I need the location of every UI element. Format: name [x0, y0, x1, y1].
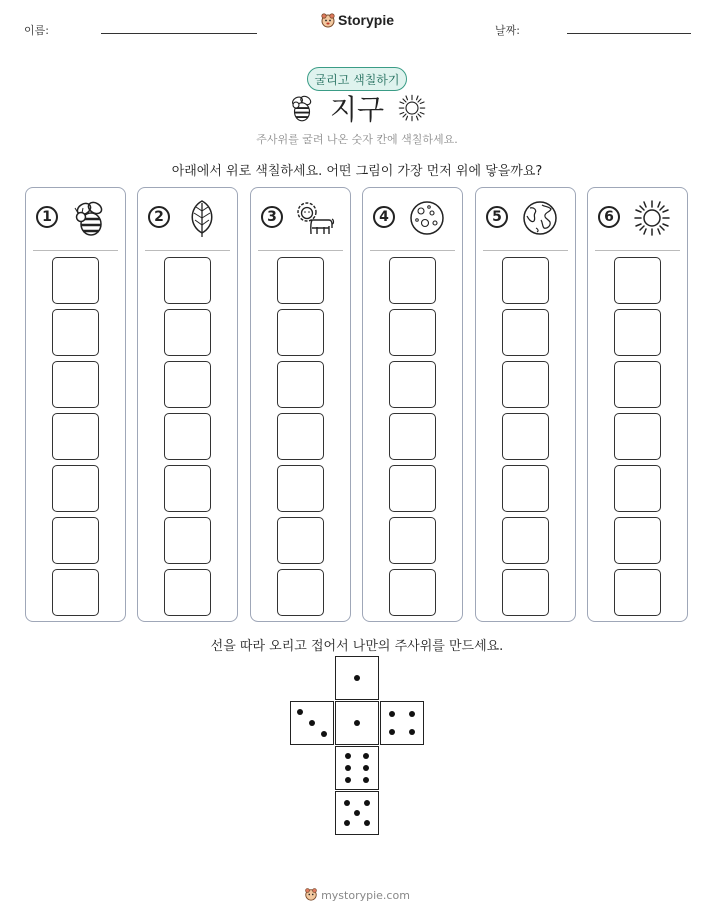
dice-pip [345, 765, 351, 771]
dice-pip [389, 729, 395, 735]
color-box[interactable] [52, 569, 99, 616]
name-line [101, 33, 257, 34]
color-box[interactable] [389, 569, 436, 616]
color-box[interactable] [614, 309, 661, 356]
dice-face [380, 701, 424, 745]
color-box[interactable] [164, 309, 211, 356]
column-number: 1 [36, 206, 58, 228]
brand-name: Storypie [337, 12, 394, 28]
color-box[interactable] [52, 517, 99, 564]
dice-instruction: 선을 따라 오리고 접어서 나만의 주사위를 만드세요. [210, 639, 504, 654]
dice-face [335, 746, 379, 790]
dice-pip [409, 711, 415, 717]
race-column-4 [362, 187, 463, 622]
date-line [567, 33, 691, 34]
column-header [26, 188, 125, 250]
column-number: 2 [148, 206, 170, 228]
race-column-6 [587, 187, 688, 622]
color-box[interactable] [502, 361, 549, 408]
color-box[interactable] [277, 413, 324, 460]
dice-pip [364, 820, 370, 826]
color-box[interactable] [277, 361, 324, 408]
footer [0, 887, 714, 902]
column-divider [370, 250, 455, 251]
color-box[interactable] [389, 309, 436, 356]
color-box[interactable] [614, 517, 661, 564]
race-column-2 [137, 187, 238, 622]
color-box[interactable] [277, 569, 324, 616]
column-number: 4 [373, 206, 395, 228]
column-number: 5 [486, 206, 508, 228]
color-box[interactable] [164, 361, 211, 408]
color-box[interactable] [614, 413, 661, 460]
color-box[interactable] [52, 257, 99, 304]
dice-pip [354, 810, 360, 816]
page-title: 지구 [329, 93, 385, 126]
subtitle: 주사위를 굴려 나온 숫자 칸에 색칠하세요. [256, 133, 458, 146]
column-header [588, 188, 687, 250]
dice-face [335, 701, 379, 745]
date-label: 날짜: [495, 24, 520, 37]
column-divider [145, 250, 230, 251]
bee-icon [70, 198, 110, 238]
column-divider [483, 250, 568, 251]
moon-icon [407, 198, 447, 238]
dice-pip [363, 777, 369, 783]
race-column-1 [25, 187, 126, 622]
color-box[interactable] [502, 413, 549, 460]
color-box[interactable] [502, 569, 549, 616]
dice-pip [363, 765, 369, 771]
lion-icon [295, 198, 335, 238]
dice-pip [344, 820, 350, 826]
color-box[interactable] [502, 517, 549, 564]
dice-pip [321, 731, 327, 737]
activity-tag: 굴리고 색칠하기 [307, 67, 407, 91]
dice-face [335, 791, 379, 835]
dice-pip [389, 711, 395, 717]
color-box[interactable] [164, 569, 211, 616]
name-label: 이름: [24, 24, 49, 37]
dice-pip [297, 709, 303, 715]
storypie-logo-icon [304, 887, 318, 901]
color-box[interactable] [277, 309, 324, 356]
sun-icon [397, 93, 427, 123]
column-number: 6 [598, 206, 620, 228]
dice-pip [364, 800, 370, 806]
color-box[interactable] [502, 465, 549, 512]
color-box[interactable] [52, 465, 99, 512]
earth-icon [520, 198, 560, 238]
storypie-logo-icon [320, 12, 336, 28]
dice-pip [354, 675, 360, 681]
column-header [251, 188, 350, 250]
race-column-3 [250, 187, 351, 622]
color-box[interactable] [614, 257, 661, 304]
dice-face [290, 701, 334, 745]
column-number: 3 [261, 206, 283, 228]
footer-url[interactable]: mystorypie.com [321, 889, 410, 902]
color-box[interactable] [52, 413, 99, 460]
color-box[interactable] [614, 361, 661, 408]
color-box[interactable] [389, 465, 436, 512]
column-header [363, 188, 462, 250]
color-box[interactable] [52, 309, 99, 356]
color-box[interactable] [277, 465, 324, 512]
column-divider [595, 250, 680, 251]
dice-pip [409, 729, 415, 735]
color-box[interactable] [614, 569, 661, 616]
color-box[interactable] [164, 257, 211, 304]
color-box[interactable] [502, 257, 549, 304]
color-box[interactable] [389, 257, 436, 304]
color-box[interactable] [614, 465, 661, 512]
dice-pip [309, 720, 315, 726]
dice-pip [345, 777, 351, 783]
dice-pip [363, 753, 369, 759]
race-column-5 [475, 187, 576, 622]
dice-face [335, 656, 379, 700]
color-box[interactable] [164, 413, 211, 460]
instruction: 아래에서 위로 색칠하세요. 어떤 그림이 가장 먼저 위에 닿을까요? [171, 164, 543, 179]
dice-pip [344, 800, 350, 806]
color-box[interactable] [389, 413, 436, 460]
color-box[interactable] [502, 309, 549, 356]
column-header [138, 188, 237, 250]
dice-net [290, 656, 426, 838]
brand [0, 12, 714, 28]
leaf-icon [182, 198, 222, 238]
color-box[interactable] [164, 517, 211, 564]
color-box[interactable] [164, 465, 211, 512]
column-divider [258, 250, 343, 251]
dice-pip [354, 720, 360, 726]
color-box[interactable] [277, 257, 324, 304]
dice-pip [345, 753, 351, 759]
color-box[interactable] [277, 517, 324, 564]
sun-icon [632, 198, 672, 238]
column-header [476, 188, 575, 250]
color-box[interactable] [389, 517, 436, 564]
column-divider [33, 250, 118, 251]
color-box[interactable] [52, 361, 99, 408]
color-box[interactable] [389, 361, 436, 408]
